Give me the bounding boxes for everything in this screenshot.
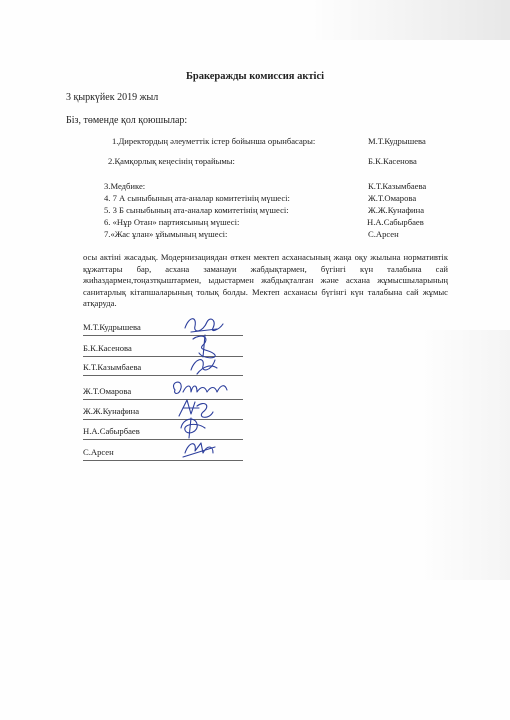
signature-line xyxy=(83,406,243,420)
member-role: 4. 7 А сыныбының ата-аналар комитетінің мүшесі: xyxy=(104,193,290,203)
member-name: М.Т.Кудрышева xyxy=(368,136,426,146)
member-role: 1.Директордың әлеуметтік істер бойынша орынбасары: xyxy=(112,136,316,146)
signature-line xyxy=(83,386,243,400)
act-paragraph: осы актіні жасадық. Модернизациядан өткен мектеп асханасының жаңа оқу жылына нормативтік құжаттары бар, асхана заманауи жабдықтармен, бүгінгі күн талабына сай жиһаздармен,тоңазтқыштармен, ыдыстармен жабдықталған және асхана жұмысшыларының санитарлық кітапшаларының толық болды. Мектеп асханасы бүгінгі күн талабына сай жұмыс атқаруда. xyxy=(83,252,448,309)
member-role: 6. «Нұр Отан» партиясының мүшесі: xyxy=(104,217,240,227)
signatory-name: Н.А.Сабырбаев xyxy=(83,426,140,436)
signatory-name: Б.К.Касенова xyxy=(83,343,132,353)
signatory-name: М.Т.Кудрышева xyxy=(83,322,141,332)
member-role: 3.Медбике: xyxy=(104,181,146,191)
handwritten-signature xyxy=(187,352,221,376)
signature-line xyxy=(83,362,243,376)
signatory-name: Ж.Ж.Кунафина xyxy=(83,406,140,416)
member-name: Н.А.Сабырбаев xyxy=(367,217,424,227)
member-name: Ж.Т.Омарова xyxy=(368,193,417,203)
signature-line xyxy=(83,426,243,440)
signatory-name: Ж.Т.Омарова xyxy=(83,386,132,396)
intro-text: Біз, төменде қол қоюшылар: xyxy=(66,115,188,126)
document-date: 3 қыркүйек 2019 жыл xyxy=(66,92,159,103)
member-role: 5. 3 Б сыныбының ата-аналар комитетінің мүшесі: xyxy=(104,205,289,215)
handwritten-signature xyxy=(181,437,217,461)
member-role: 2.Қамқорлық кеңесінің төрайымы: xyxy=(108,156,235,166)
member-role: 7.«Жас ұлан» ұйымының мүшесі: xyxy=(104,229,228,239)
scan-bleed-top xyxy=(310,0,510,40)
member-name: Б.К.Касенова xyxy=(368,156,417,166)
member-name: Ж.Ж.Кунафина xyxy=(368,205,425,215)
member-name: К.Т.Казымбаева xyxy=(368,181,427,191)
signatory-name: К.Т.Казымбаева xyxy=(83,362,142,372)
scan-bleed-right xyxy=(420,330,510,580)
signature-line xyxy=(83,447,243,461)
member-name: С.Арсен xyxy=(368,229,399,239)
signatory-name: С.Арсен xyxy=(83,447,114,457)
document-title: Бракеражды комиссия актісі xyxy=(185,71,325,82)
